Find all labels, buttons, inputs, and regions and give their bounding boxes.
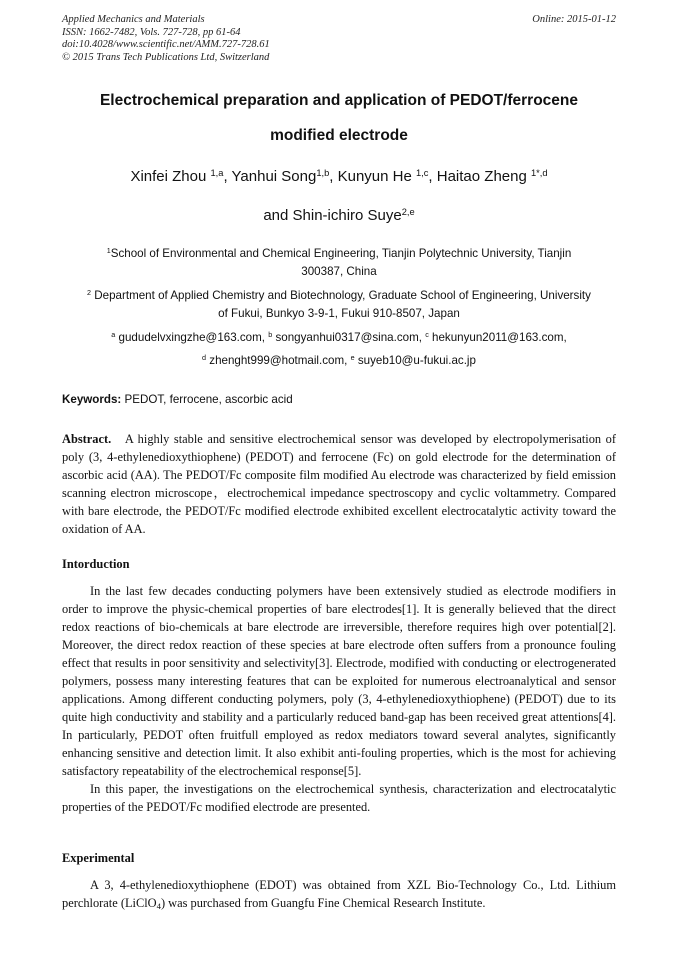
author-name: Kunyun He: [337, 168, 412, 185]
introduction-body: [62, 582, 616, 816]
abstract-text: A highly stable and sensitive electrochemical sensor was developed by electropolymerisation of poly (3, 4-ethylenedioxythiophene) (PEDOT) and ferrocene (Fc) on gold electrode for the determination of ascorbic acid (AA). The PEDOT/Fc composite film modified Au electrode was characterized by field emission scanning electron microscope，electrochemical impedance spectroscopy and cyclic voltammetry. Compared with bare electrode, the PEDOT/Fc modified electrode exhibited excellent electrocatalytic activity toward the oxidation of AA.: [62, 432, 616, 536]
affiliation-text: Department of Applied Chemistry and Biotechnology, Graduate School of Engineering, University: [94, 289, 591, 302]
paper-title-line-2: modified electrode: [270, 127, 408, 144]
email-sup: c: [425, 330, 429, 340]
keywords: [62, 393, 293, 406]
section-heading-introduction: Intorduction: [62, 557, 130, 571]
author-name: Xinfei Zhou: [130, 168, 207, 185]
subscript: 4: [156, 901, 161, 912]
section-heading-experimental: Experimental: [62, 851, 135, 865]
author-list: Xinfei Zhou $^{1,a}$, Yanhui Song$^{1,b}$, Kunyun He $^{1,c}$, Haitao Zheng $^{1*,d}$: [130, 167, 548, 185]
author-conjunction: and: [263, 207, 289, 224]
paragraph: In this paper, the investigations on the electrochemical synthesis, characterization and electrocatalytic properties of the PEDOT/Fc modified electrode are presented.: [62, 782, 616, 814]
online-date: Online: 2015-01-12: [532, 14, 616, 25]
copyright: © 2015 Trans Tech Publications Ltd, Switzerland: [62, 51, 270, 63]
affiliation-1: [62, 245, 616, 281]
affiliation-text: School of Environmental and Chemical Engineering, Tianjin Polytechnic University, Tianjin: [110, 247, 572, 260]
email: gududelvxingzhe@163.com,: [118, 331, 266, 344]
author-name: Shin-ichiro Suye: [292, 207, 402, 224]
abstract: [62, 430, 616, 538]
doi: doi:10.4028/www.scientific.net/AMM.727-728.61: [62, 39, 270, 50]
email: hekunyun2011@163.com,: [432, 331, 567, 344]
affiliation-text: of Fukui, Bunkyo 3-9-1, Fukui 910-8507, Japan: [218, 307, 460, 320]
author-sup: 1*,d: [530, 167, 548, 178]
affiliation-sup: 2: [87, 288, 92, 298]
paper-title-line-1: Electrochemical preparation and application of PEDOT/ferrocene: [99, 92, 579, 109]
email-sup: b: [268, 330, 273, 340]
experimental-body: [62, 876, 616, 912]
paragraph-text: A 3, 4-ethylenedioxythiophene (EDOT) was obtained from XZL Bio-Technology Co., Ltd. Lithium perchlorate (LiClO: [62, 878, 616, 910]
keywords-label: Keywords:: [62, 393, 122, 406]
journal-name: Applied Mechanics and Materials: [62, 14, 205, 25]
email-line-1: [62, 329, 616, 347]
author-sup: 1,b: [316, 167, 330, 178]
affiliation-2: [62, 287, 616, 323]
keywords-text: PEDOT, ferrocene, ascorbic acid: [124, 393, 293, 406]
email-sup: d: [202, 353, 207, 363]
author-sup: 1,c: [416, 167, 429, 178]
paragraph: [62, 876, 616, 912]
author-sup: 2,e: [401, 206, 415, 217]
affiliation-text: 300387, China: [301, 265, 377, 278]
email-line-2: [62, 352, 616, 370]
email: songyanhui0317@sina.com,: [275, 331, 422, 344]
email-sup: a: [111, 330, 116, 340]
author-sup: 1,a: [210, 167, 224, 178]
paragraph-text: ) was purchased from Guangfu Fine Chemical Research Institute.: [160, 896, 486, 910]
email: suyeb10@u-fukui.ac.jp: [357, 354, 476, 367]
email: zhenght999@hotmail.com,: [209, 354, 348, 367]
author-list-line-2: [40, 207, 638, 224]
author-name: Yanhui Song: [231, 168, 317, 185]
issn: ISSN: 1662-7482, Vols. 727-728, pp 61-64: [62, 26, 241, 38]
affiliation-sup: 1: [106, 246, 111, 256]
email-sup: e: [350, 353, 355, 363]
journal-header: [62, 14, 616, 64]
paragraph: In the last few decades conducting polymers have been extensively studied as electrode modifiers in order to improve the physic-chemical properties of bare electrodes[1]. It is generally believed that the direct redox reactions of bio-chemicals at bare electrode are irreversible, therefore requires high over potential[2]. Moreover, the direct redox reaction of these species at bare electrode often suffers from a pronounce fouling effect that results in poor sensitivity and selectivity[3]. Electrode, modified with conducting or electrogenerated polymers, possess many interesting features that can be exploited for numerous electroanalytical and sensor applications. Among different conducting polymers, poly (3, 4-ethylenedioxythiophene) (PEDOT) due to its quite high conductivity and stability and a particularly reduced band-gap has been received great attentions[4]. In particularly, PEDOT often fruitfull employed as redox mediators toward several analytes, significantly enhancing sensitive and detection limit. It also exhibit anti-fouling properties, which is the most for achieving satisfactory repeatability of the electrochemical response[5].: [62, 584, 616, 778]
author-name: Haitao Zheng: [436, 168, 527, 185]
abstract-label: Abstract.: [62, 432, 112, 446]
